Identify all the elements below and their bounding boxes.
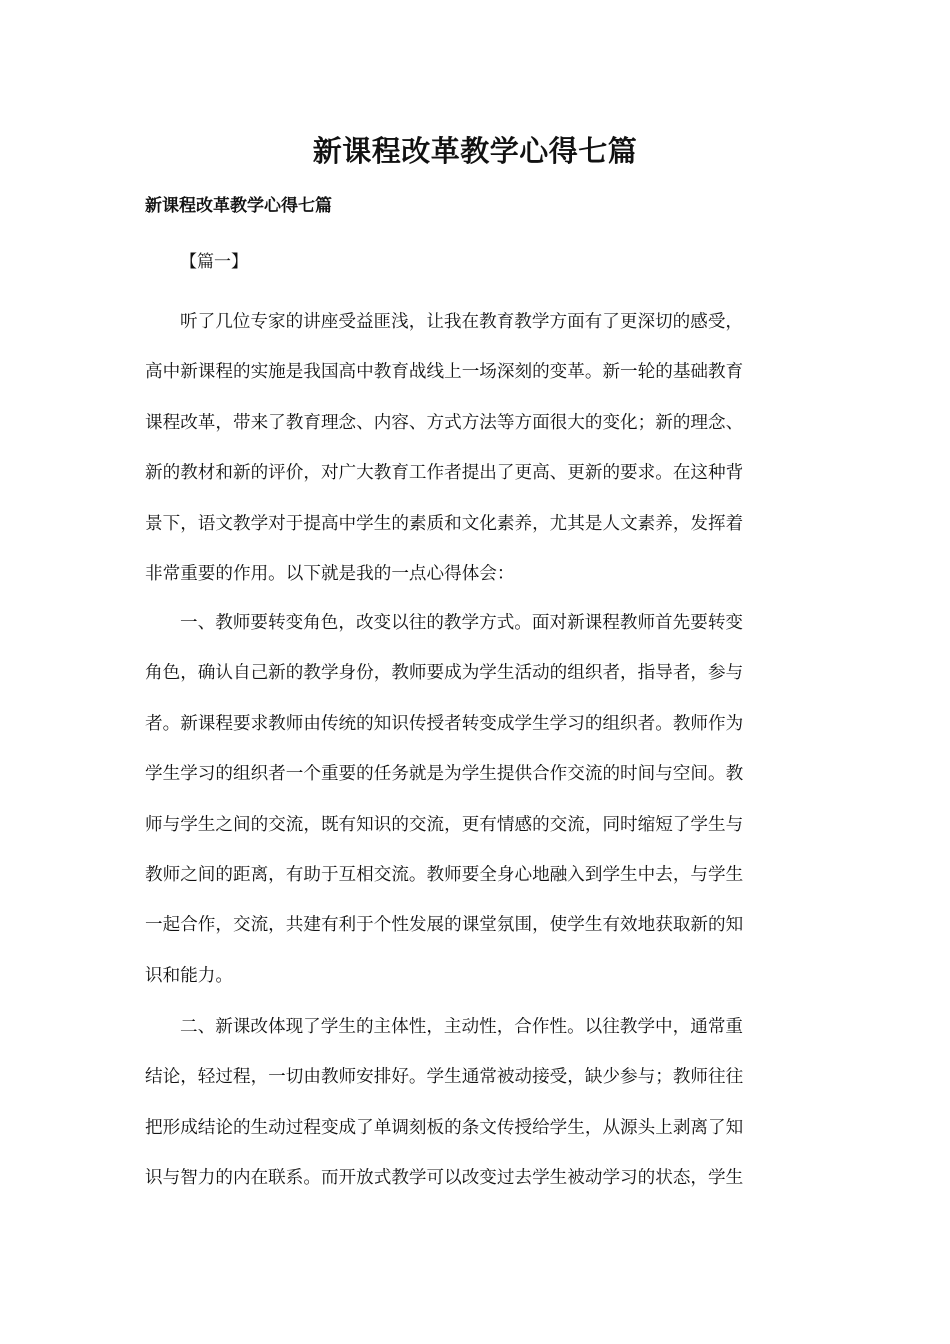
paragraph-line: 识与智力的内在联系。而开放式教学可以改变过去学生被动学习的状态，学生 <box>145 1168 744 1189</box>
paragraph-line: 教师之间的距离，有助于互相交流。教师要全身心地融入到学生中去，与学生 <box>145 864 744 885</box>
document-subtitle: 新课程改革教学心得七篇 <box>145 196 332 216</box>
paragraph-line: 景下，语文教学对于提高中学生的素质和文化素养，尤其是人文素养，发挥着 <box>145 513 744 534</box>
paragraph-line: 学生学习的组织者一个重要的任务就是为学生提供合作交流的时间与空间。教 <box>145 764 744 785</box>
paragraph-point-two <box>145 1002 815 1204</box>
paragraph-intro <box>145 297 815 599</box>
paragraph-line: 听了几位专家的讲座受益匪浅，让我在教育教学方面有了更深切的感受， <box>180 312 744 332</box>
paragraph-line: 把形成结论的生动过程变成了单调刻板的条文传授给学生，从源头上剥离了知 <box>145 1117 744 1138</box>
paragraph-line: 一起合作，交流，共建有利于个性发展的课堂氛围，使学生有效地获取新的知 <box>145 915 744 936</box>
paragraph-line: 结论，轻过程，一切由教师安排好。学生通常被动接受，缺少参与；教师往往 <box>145 1067 744 1088</box>
section-label: 【篇一】 <box>180 252 248 272</box>
paragraph-line: 者。新课程要求教师由传统的知识传授者转变成学生学习的组织者。教师作为 <box>145 713 744 734</box>
paragraph-line: 非常重要的作用。以下就是我的一点心得体会： <box>145 563 515 584</box>
paragraph-line: 新的教材和新的评价，对广大教育工作者提出了更高、更新的要求。在这种背 <box>145 463 744 484</box>
paragraph-line: 师与学生之间的交流，既有知识的交流，更有情感的交流，同时缩短了学生与 <box>145 814 744 835</box>
paragraph-line: 课程改革，带来了教育理念、内容、方式方法等方面很大的变化；新的理念、 <box>145 412 744 433</box>
paragraph-point-one <box>145 598 815 1001</box>
document-title: 新课程改革教学心得七篇 <box>312 134 638 168</box>
paragraph-line: 识和能力。 <box>145 965 233 986</box>
paragraph-line: 一、教师要转变角色，改变以往的教学方式。面对新课程教师首先要转变 <box>180 613 744 633</box>
paragraph-line: 角色，确认自己新的教学身份，教师要成为学生活动的组织者，指导者，参与 <box>145 663 744 684</box>
paragraph-line: 高中新课程的实施是我国高中教育战线上一场深刻的变革。新一轮的基础教育 <box>145 362 744 383</box>
paragraph-line: 二、新课改体现了学生的主体性，主动性，合作性。以往教学中，通常重 <box>180 1017 744 1037</box>
